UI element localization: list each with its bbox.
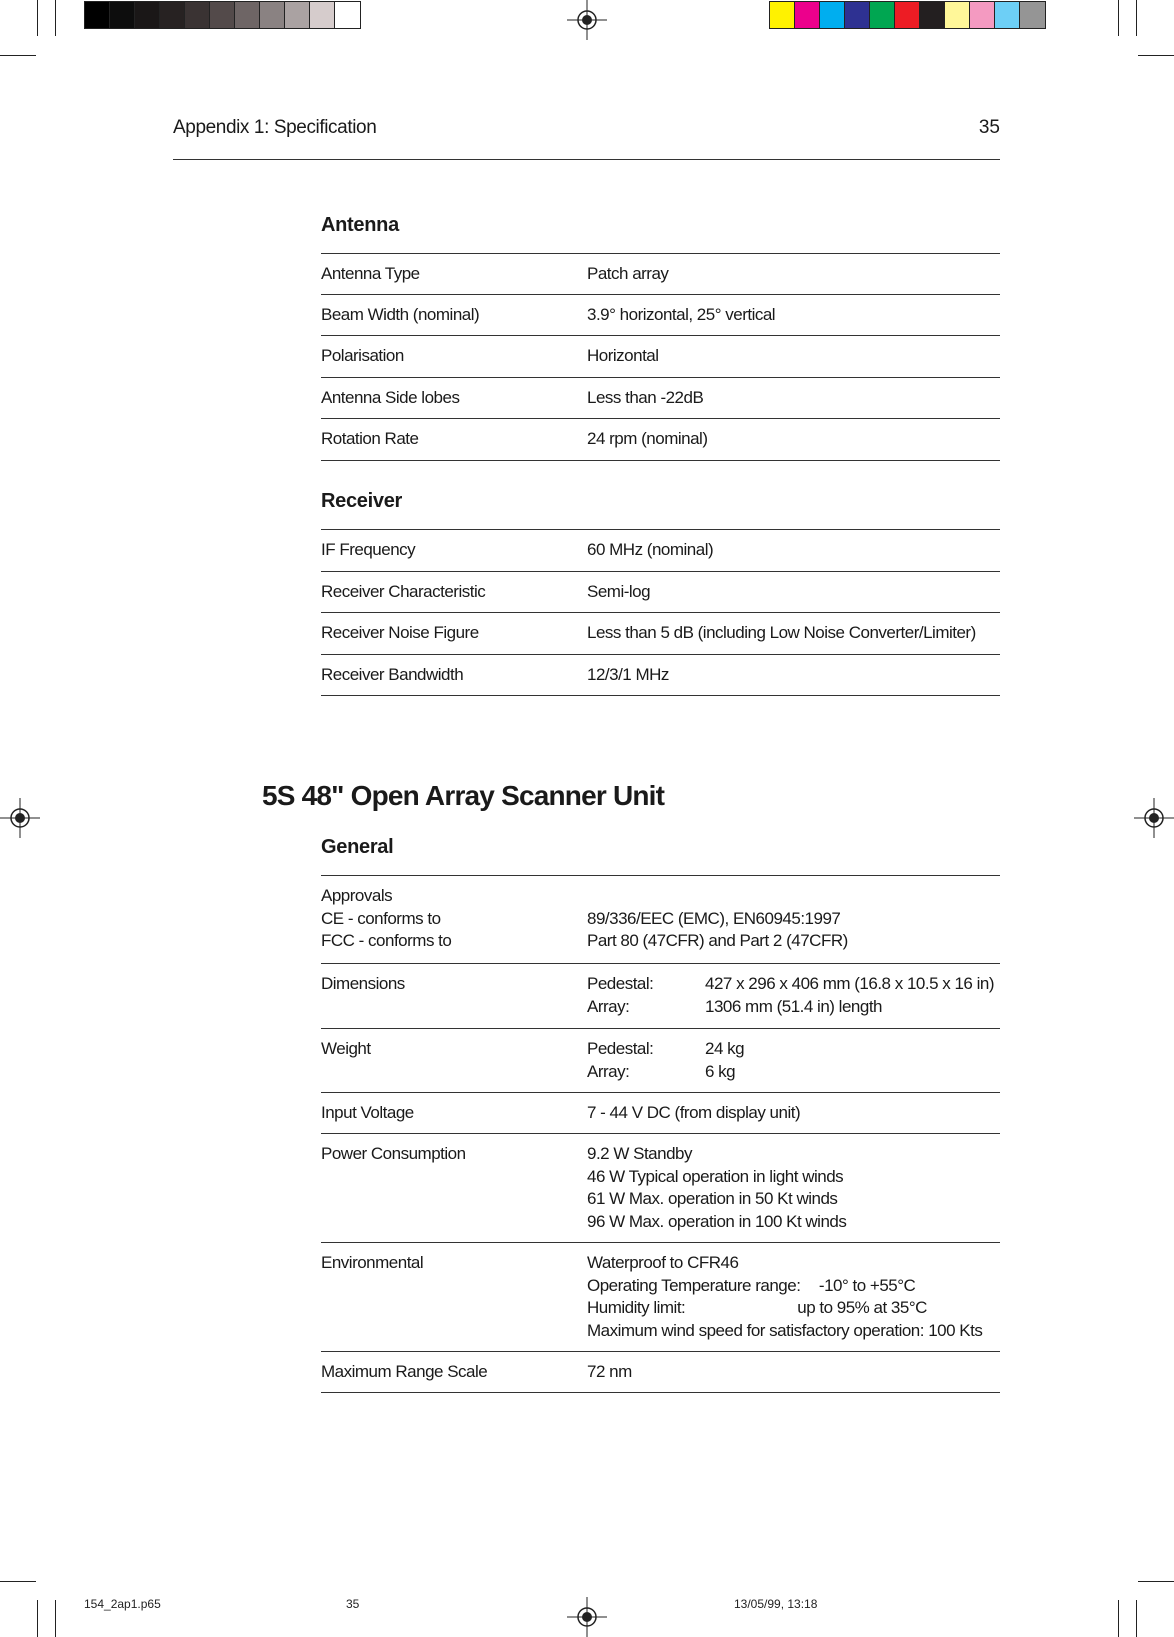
color-swatch [770, 2, 795, 28]
header-section-title: Appendix 1: Specification [173, 117, 377, 138]
table-row [321, 655, 1000, 696]
color-swatch [285, 2, 310, 28]
table-row [321, 295, 1000, 336]
scanner-unit-title: 5S 48" Open Array Scanner Unit [262, 780, 665, 811]
table-row [321, 572, 1000, 613]
spec-label: Dimensions [321, 974, 405, 993]
spec-value: 7 - 44 V DC (from display unit) [587, 1103, 801, 1122]
spec-value: Maximum wind speed for satisfactory operation: 100 Kts [587, 1320, 983, 1340]
table-row [321, 1093, 1000, 1134]
table-row [321, 378, 1000, 419]
crop-mark [0, 55, 36, 56]
crop-mark [1136, 1600, 1137, 1637]
grey-swatch-strip [84, 1, 361, 29]
crop-mark [1118, 1600, 1119, 1637]
registration-mark-icon [567, 0, 607, 40]
spec-value: 24 kg [705, 1039, 745, 1058]
spec-value: -10° to +55°C [818, 1275, 916, 1295]
color-swatch [870, 2, 895, 28]
table-row [321, 1352, 1000, 1393]
spec-value: 46 W Typical operation in light winds [587, 1166, 844, 1186]
dimensions-sublabels [587, 973, 653, 1018]
color-swatch [820, 2, 845, 28]
spec-label: Weight [321, 1039, 371, 1058]
color-swatch [1020, 2, 1045, 28]
power-values [587, 1143, 846, 1233]
spec-value: 1306 mm (51.4 in) length [705, 996, 882, 1016]
table-row [321, 254, 1000, 295]
spec-value: 12/3/1 MHz [587, 665, 669, 684]
color-swatch [895, 2, 920, 28]
crop-mark [1138, 1581, 1174, 1582]
spec-value: 72 nm [587, 1362, 632, 1381]
color-swatch [335, 2, 360, 28]
color-swatch [995, 2, 1020, 28]
spec-sublabel: Operating Temperature range: [587, 1275, 801, 1295]
spec-label: Beam Width (nominal) [321, 305, 480, 324]
footer-page: 35 [346, 1597, 360, 1611]
humidity-line [587, 1297, 982, 1320]
color-swatch [135, 2, 160, 28]
color-swatch-strip [769, 1, 1046, 29]
spec-value: Semi-log [587, 582, 651, 601]
spec-value: Less than 5 dB (including Low Noise Converter/Limiter) [587, 623, 976, 642]
spec-value: 3.9° horizontal, 25° vertical [587, 305, 776, 324]
spec-value: 24 rpm (nominal) [587, 429, 708, 448]
table-row [321, 876, 1000, 964]
environmental-values [587, 1252, 982, 1342]
spec-value: 96 W Max. operation in 100 Kt winds [587, 1211, 847, 1231]
table-row [321, 1243, 1000, 1352]
color-swatch [945, 2, 970, 28]
spec-sublabel: Array: [587, 1061, 630, 1081]
footer-filename: 154_2ap1.p65 [84, 1597, 161, 1611]
color-swatch [310, 2, 335, 28]
spec-value: up to 95% at 35°C [797, 1298, 927, 1317]
dimensions-values [705, 973, 994, 1018]
color-swatch [235, 2, 260, 28]
crop-mark [1118, 0, 1119, 36]
spec-value: Part 80 (47CFR) and Part 2 (47CFR) [587, 931, 848, 950]
spec-label: Receiver Characteristic [321, 582, 486, 601]
table-row [321, 964, 1000, 1029]
approvals-label [321, 885, 451, 953]
crop-mark [1136, 0, 1137, 36]
spec-label: Environmental [321, 1253, 424, 1272]
footer-timestamp: 13/05/99, 13:18 [734, 1597, 818, 1611]
color-swatch [845, 2, 870, 28]
spec-value: Patch array [587, 264, 669, 283]
spec-label: Approvals [321, 886, 393, 905]
table-row [321, 419, 1000, 461]
spec-sublabel: Humidity limit: [587, 1298, 686, 1317]
weight-sublabels [587, 1038, 653, 1083]
temperature-line [587, 1275, 982, 1298]
color-swatch [795, 2, 820, 28]
spec-label: Maximum Range Scale [321, 1362, 488, 1381]
spec-label: IF Frequency [321, 540, 416, 559]
color-swatch [920, 2, 945, 28]
color-swatch [110, 2, 135, 28]
color-swatch [260, 2, 285, 28]
crop-mark [37, 0, 38, 36]
color-swatch [210, 2, 235, 28]
spec-sublabel: Pedestal: [587, 1039, 654, 1058]
color-swatch [185, 2, 210, 28]
spec-value: Horizontal [587, 346, 659, 365]
spec-sublabel: Pedestal: [587, 974, 654, 993]
table-row [321, 530, 1000, 572]
receiver-table [321, 529, 1000, 696]
spec-value: 61 W Max. operation in 50 Kt winds [587, 1189, 838, 1208]
table-row [321, 336, 1000, 378]
spec-label: Input Voltage [321, 1103, 414, 1122]
crop-mark [1138, 55, 1174, 56]
page-header [173, 115, 1000, 160]
antenna-heading: Antenna [321, 214, 399, 236]
crop-mark [0, 1581, 36, 1582]
color-swatch [85, 2, 110, 28]
spec-value: 427 x 296 x 406 mm (16.8 x 10.5 x 16 in) [705, 974, 995, 993]
spec-label: Antenna Type [321, 264, 420, 283]
crop-mark [55, 0, 56, 36]
spec-label: Rotation Rate [321, 429, 419, 448]
spec-label: Power Consumption [321, 1144, 466, 1163]
spec-value: 60 MHz (nominal) [587, 540, 714, 559]
registration-mark-icon [1134, 798, 1174, 838]
spec-label: FCC - conforms to [321, 931, 452, 950]
spec-value: 89/336/EEC (EMC), EN60945:1997 [587, 908, 841, 928]
receiver-heading: Receiver [321, 490, 402, 512]
general-heading: General [321, 836, 394, 858]
color-swatch [970, 2, 995, 28]
spec-label: CE - conforms to [321, 908, 441, 928]
spec-value: Less than -22dB [587, 388, 704, 407]
spec-sublabel: Array: [587, 996, 630, 1016]
header-page-number: 35 [978, 117, 1000, 138]
table-row [321, 1134, 1000, 1243]
spec-value: 9.2 W Standby [587, 1144, 693, 1163]
spec-label: Polarisation [321, 346, 404, 365]
spec-label: Receiver Bandwidth [321, 665, 464, 684]
table-row [321, 1029, 1000, 1093]
weight-values [705, 1038, 744, 1083]
general-table [321, 875, 1000, 1393]
antenna-table [321, 253, 1000, 461]
crop-mark [55, 1600, 56, 1637]
registration-mark-icon [567, 1597, 607, 1637]
spec-value: 6 kg [705, 1061, 736, 1081]
crop-mark [37, 1600, 38, 1637]
approvals-values [587, 908, 848, 953]
color-swatch [160, 2, 185, 28]
spec-label: Receiver Noise Figure [321, 623, 479, 642]
registration-mark-icon [0, 798, 40, 838]
spec-label: Antenna Side lobes [321, 388, 460, 407]
spec-value: Waterproof to CFR46 [587, 1253, 739, 1272]
table-row [321, 613, 1000, 655]
